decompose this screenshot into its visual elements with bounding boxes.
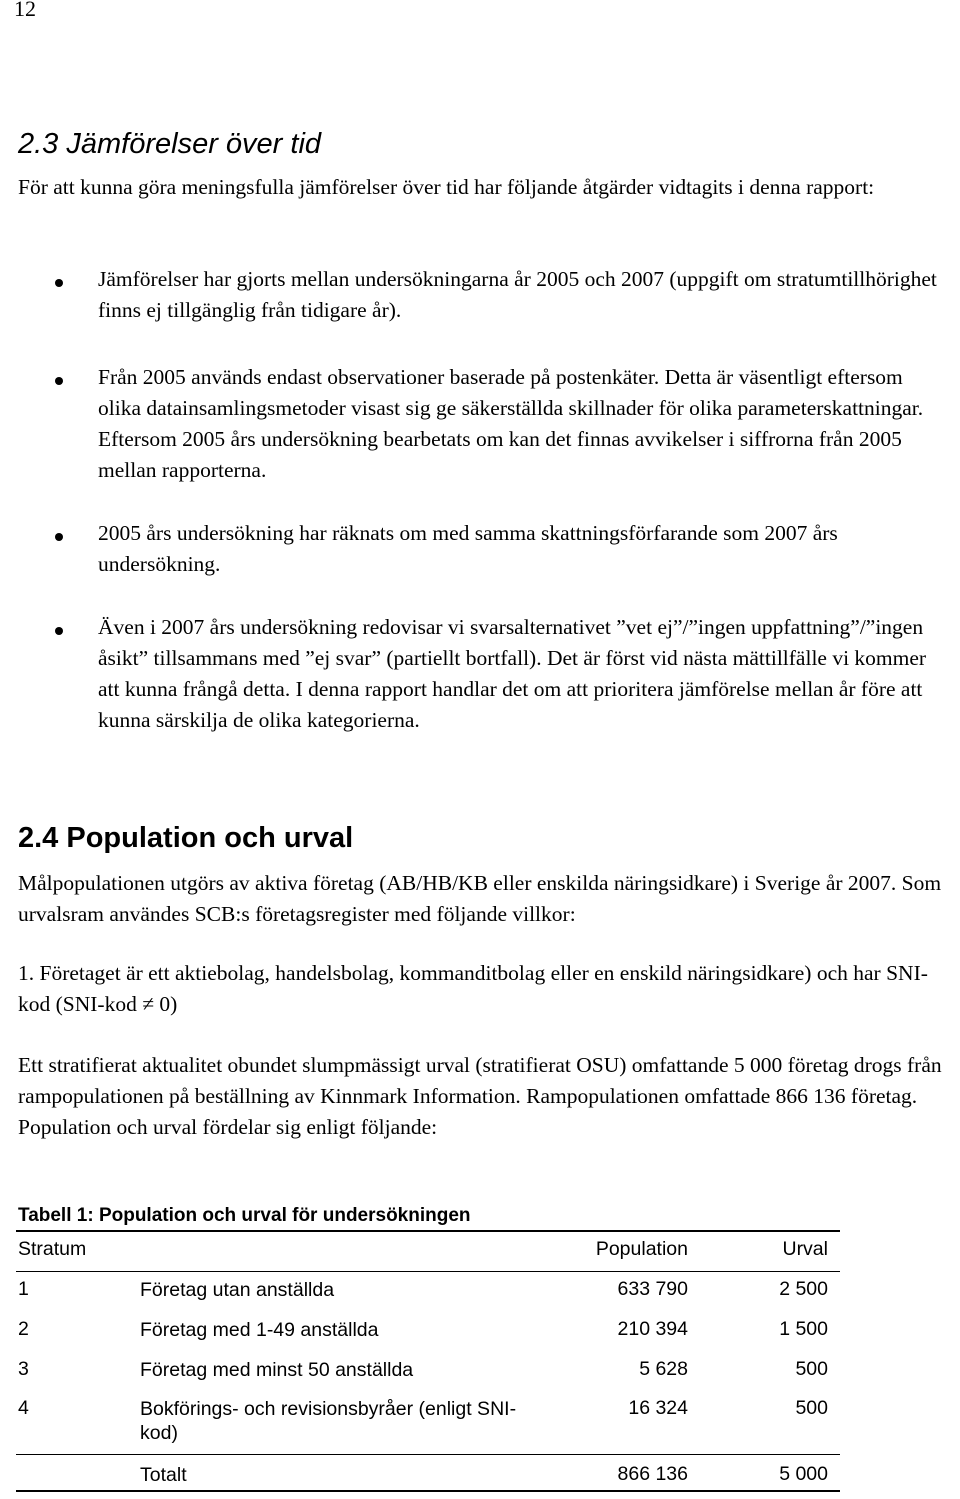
table-top-rule <box>16 1230 840 1232</box>
table-row <box>18 1278 840 1314</box>
page-number: 12 <box>14 0 36 21</box>
population-paragraph: Målpopulationen utgörs av aktiva företag (AB/HB/KB eller enskilda näringsidkare) i Sverige år 2007. Som urvalsram användes SCB:s företagsregister med följande villkor: <box>18 871 942 926</box>
cell-name: Företag med minst 50 anställda <box>140 1359 414 1381</box>
table-caption: Tabell 1: Population och urval för undersökningen <box>18 1205 471 1226</box>
section-heading-2-4: 2.4 Population och urval <box>18 822 354 854</box>
intro-paragraph: För att kunna göra meningsfulla jämförelser över tid har följande åtgärder vidtagits i denna rapport: <box>18 175 875 199</box>
total-label: Totalt <box>140 1464 187 1486</box>
sample-paragraph: Ett stratifierat aktualitet obundet slumpmässigt urval (stratifierat OSU) omfattande 5 000 företag drogs från rampopulationen på beställning av Kinnmark Information. Rampopulationen omfattade 866 136 företag. Population och urval fördelar sig enligt följande: <box>18 1053 942 1139</box>
cell-population: 16 324 <box>628 1397 688 1419</box>
total-population: 866 136 <box>617 1463 688 1485</box>
table-header-rule <box>16 1271 840 1272</box>
list-item-text: Från 2005 används endast observationer baserade på postenkäter. Detta är väsentligt eftersom olika datainsamlingsmetoder visast sig ge säkerställda skillnader för olika parameterskattningar. Eftersom 2005 års undersökning bearbetats om kan det finnas avvikelser i siffrorna från 2005 mellan rapporterna. <box>98 365 924 482</box>
list-item-text: Jämförelser har gjorts mellan undersökningarna år 2005 och 2007 (uppgift om stratumtillhörighet finns ej tillgänglig från tidigare år). <box>98 267 937 322</box>
bullet-icon <box>55 377 63 385</box>
cell-stratum: 3 <box>18 1358 29 1380</box>
cell-population: 5 628 <box>639 1358 688 1380</box>
section-heading-2-3: 2.3 Jämförelser över tid <box>18 128 322 160</box>
cell-stratum: 4 <box>18 1397 29 1419</box>
table-total-rule <box>16 1454 840 1455</box>
cell-name: Företag med 1-49 anställda <box>140 1319 379 1341</box>
cell-population: 210 394 <box>617 1318 688 1340</box>
table-row <box>18 1358 840 1394</box>
condition-paragraph: 1. Företaget är ett aktiebolag, handelsbolag, kommanditbolag eller en enskild näringsidkare) och har SNI-kod (SNI-kod ≠ 0) <box>18 961 928 1016</box>
table-row <box>18 1397 840 1457</box>
bullet-icon <box>55 627 63 635</box>
bullet-icon <box>55 533 63 541</box>
cell-name: Företag utan anställda <box>140 1279 335 1301</box>
table-row <box>18 1318 840 1354</box>
cell-urval: 500 <box>795 1397 828 1419</box>
table-bottom-rule <box>16 1490 840 1492</box>
list-item-text: 2005 års undersökning har räknats om med samma skattningsförfarande som 2007 års undersökning. <box>98 521 838 576</box>
list-item-text: Även i 2007 års undersökning redovisar vi svarsalternativet ”vet ej”/”ingen uppfattning”/”ingen åsikt” tillsammans med ”ej svar” (partiellt bortfall). Det är först vid nästa mättillfälle vi kommer att kunna frångå detta. I denna rapport handlar det om att prioritera jämförelse mellan år före att kunna särskilja de olika kategorierna. <box>98 615 927 732</box>
cell-urval: 2 500 <box>779 1278 828 1300</box>
table-total-row <box>18 1463 840 1499</box>
cell-urval: 500 <box>795 1358 828 1380</box>
cell-stratum: 1 <box>18 1278 29 1300</box>
header-stratum: Stratum <box>18 1238 87 1260</box>
cell-name: Bokförings- och revisionsbyråer (enligt SNI-kod) <box>140 1398 517 1444</box>
table-header-row <box>18 1238 840 1274</box>
cell-population: 633 790 <box>617 1278 688 1300</box>
header-urval: Urval <box>782 1238 828 1260</box>
cell-urval: 1 500 <box>779 1318 828 1340</box>
header-population: Population <box>595 1238 688 1260</box>
total-urval: 5 000 <box>779 1463 828 1485</box>
cell-stratum: 2 <box>18 1318 29 1340</box>
bullet-icon <box>55 279 63 287</box>
